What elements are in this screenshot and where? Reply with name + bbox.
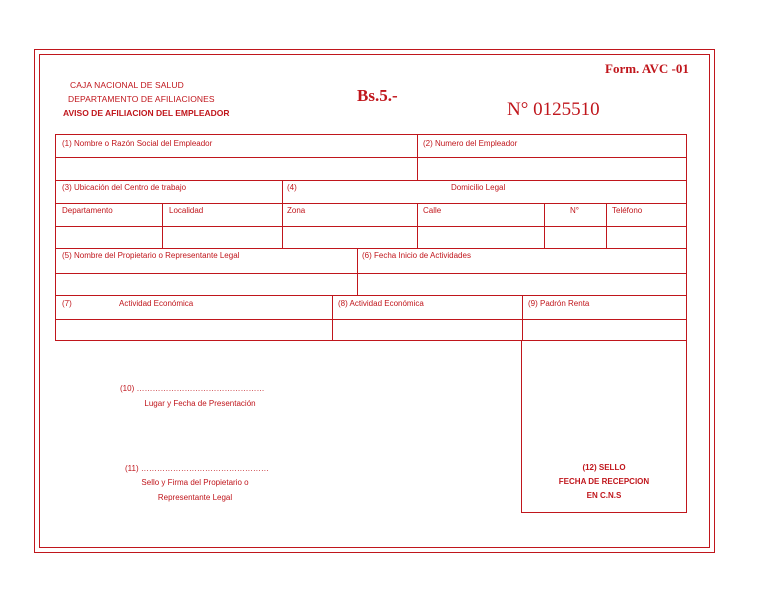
field-1-label: (1) Nombre o Razón Social del Empleador (62, 139, 213, 148)
telefono-label: Teléfono (612, 206, 643, 215)
actividad-economica-7-label: Actividad Económica (119, 299, 194, 308)
sello-box (521, 340, 687, 513)
fecha-recepcion-label: FECHA DE RECEPCION (558, 477, 650, 486)
field-7-label: (7) (62, 299, 72, 308)
localidad-label: Localidad (169, 206, 204, 215)
form-code: Form. AVC -01 (605, 61, 689, 76)
org-name: CAJA NACIONAL DE SALUD (70, 80, 184, 90)
price-label: Bs.5.- (357, 86, 398, 105)
field-5-label: (5) Nombre del Propietario o Representante Legal (62, 251, 240, 260)
field-8-label: (8) Actividad Económica (338, 299, 424, 308)
zona-label: Zona (287, 206, 306, 215)
domicilio-legal-label: Domicilio Legal (451, 183, 506, 192)
field-12-label: (12) SELLO (582, 463, 626, 472)
field-9-label: (9) Padrón Renta (528, 299, 590, 308)
numero-label: N° (570, 206, 579, 215)
lugar-fecha-label: Lugar y Fecha de Presentación (144, 399, 256, 408)
field-3-label: (3) Ubicación del Centro de trabajo (62, 183, 187, 192)
en-cns-label: EN C.N.S (586, 491, 622, 500)
field-2-label: (2) Numero del Empleador (423, 139, 518, 148)
field-10-line: (10) ………………………………………… (120, 384, 265, 393)
serial-number: N° 0125510 (507, 99, 600, 120)
sello-firma-label: Sello y Firma del Propietario o (141, 478, 249, 487)
form-title: AVISO DE AFILIACION DEL EMPLEADOR (63, 108, 230, 118)
calle-label: Calle (423, 206, 442, 215)
representante-legal-label: Representante Legal (157, 493, 233, 502)
employer-form-grid (55, 134, 687, 341)
field-4-label: (4) (287, 183, 297, 192)
field-6-label: (6) Fecha Inicio de Actividades (362, 251, 471, 260)
department-name: DEPARTAMENTO DE AFILIACIONES (68, 94, 215, 104)
departamento-label: Departamento (62, 206, 113, 215)
field-11-line: (11) ………………………………………… (125, 464, 269, 473)
